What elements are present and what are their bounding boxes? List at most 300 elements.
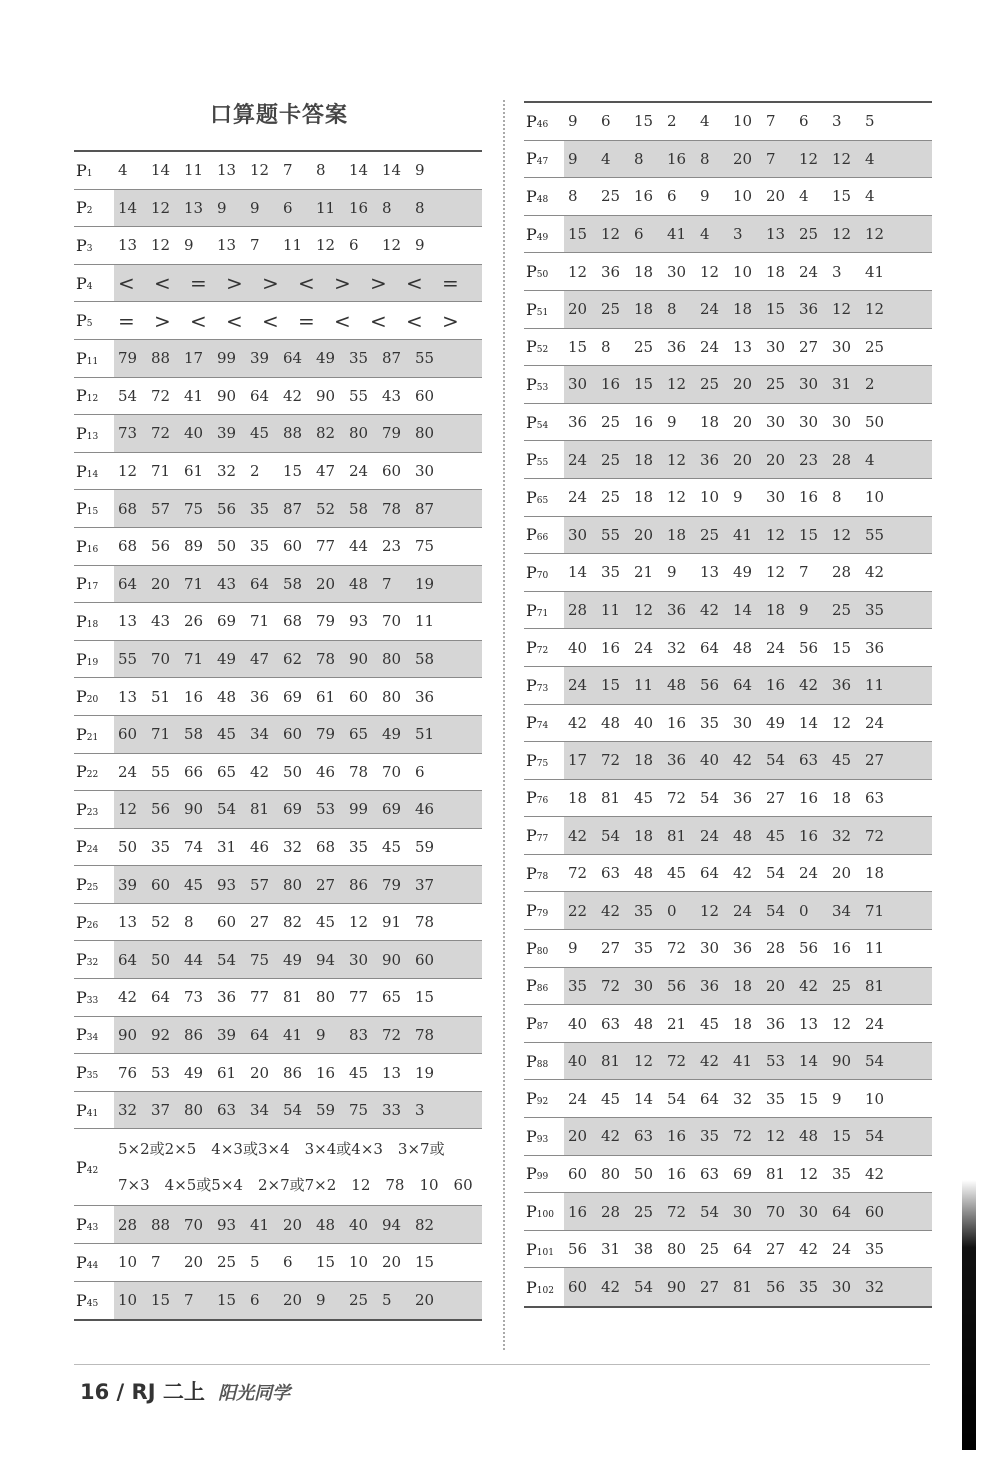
answer-value: 65 bbox=[382, 988, 402, 1007]
answer-value: 55 bbox=[118, 650, 138, 669]
answer-value: 6 bbox=[601, 112, 611, 131]
answer-value: 81 bbox=[766, 1164, 786, 1183]
answer-value: 61 bbox=[184, 462, 204, 481]
answer-row bbox=[524, 291, 932, 329]
answer-value: 20 bbox=[184, 1253, 204, 1272]
answer-value: 14 bbox=[799, 713, 819, 732]
answer-value: 50 bbox=[865, 413, 885, 432]
answer-value: 34 bbox=[832, 901, 852, 920]
answer-value: 10 bbox=[865, 1089, 885, 1108]
answer-value: 12 bbox=[568, 262, 588, 281]
answer-value: 55 bbox=[865, 525, 885, 544]
answer-value: 83 bbox=[349, 1025, 369, 1044]
answer-value: 41 bbox=[733, 525, 753, 544]
page-label-letter: P bbox=[526, 863, 537, 883]
answer-values bbox=[114, 1129, 482, 1205]
answer-value: 40 bbox=[568, 1052, 588, 1071]
page-label-letter: P bbox=[76, 724, 87, 744]
answer-value: 20 bbox=[733, 375, 753, 394]
answer-value: 15 bbox=[634, 375, 654, 394]
answer-value: 32 bbox=[733, 1089, 753, 1108]
answer-value: 36 bbox=[799, 300, 819, 319]
page-footer bbox=[80, 1376, 290, 1406]
answer-value: 60 bbox=[415, 386, 435, 405]
answer-value: 75 bbox=[250, 950, 270, 969]
page-label-letter: P bbox=[526, 976, 537, 996]
answer-value: 49 bbox=[733, 563, 753, 582]
answer-value: 28 bbox=[832, 563, 852, 582]
answer-row bbox=[74, 1092, 482, 1130]
answer-row bbox=[74, 1244, 482, 1282]
answer-values bbox=[114, 1017, 482, 1054]
answer-value: 36 bbox=[700, 976, 720, 995]
answer-value: 51 bbox=[415, 725, 435, 744]
answer-row bbox=[74, 340, 482, 378]
answer-row bbox=[524, 554, 932, 592]
page-label bbox=[524, 901, 564, 920]
answer-value: 68 bbox=[118, 499, 138, 518]
page-label-number: 44 bbox=[86, 1260, 99, 1271]
page-label-letter: P bbox=[76, 799, 87, 819]
answer-value: 48 bbox=[316, 1215, 336, 1234]
page-label bbox=[524, 112, 564, 131]
answer-value: 63 bbox=[700, 1164, 720, 1183]
answer-values bbox=[114, 791, 482, 828]
column-divider bbox=[503, 100, 505, 1350]
answer-value: 17 bbox=[184, 349, 204, 368]
page-label bbox=[524, 1240, 564, 1259]
answer-value: 82 bbox=[316, 424, 336, 443]
answer-value: 20 bbox=[316, 574, 336, 593]
answer-row bbox=[524, 1043, 932, 1081]
answer-value: 35 bbox=[250, 537, 270, 556]
answer-value: 25 bbox=[349, 1291, 369, 1310]
answer-value: 78 bbox=[316, 650, 336, 669]
answer-value: 27 bbox=[766, 1240, 786, 1259]
answer-value: < bbox=[118, 271, 135, 296]
answer-line: 7×3 4×5或5×4 2×7或7×2 12 78 10 60 bbox=[118, 1176, 473, 1195]
page-label-number: 47 bbox=[536, 157, 549, 168]
answer-value: 5 bbox=[382, 1291, 392, 1310]
answer-value: 9 bbox=[316, 1025, 326, 1044]
answer-value: 41 bbox=[865, 262, 885, 281]
answer-value: 42 bbox=[250, 762, 270, 781]
answer-value: 48 bbox=[634, 1014, 654, 1033]
answer-value: 75 bbox=[184, 499, 204, 518]
answer-value: 52 bbox=[151, 913, 171, 932]
answer-value: 90 bbox=[316, 386, 336, 405]
answer-value: 16 bbox=[799, 826, 819, 845]
answer-value: 8 bbox=[415, 198, 425, 217]
answer-value: 52 bbox=[316, 499, 336, 518]
answer-value: 63 bbox=[865, 788, 885, 807]
answer-value: < bbox=[298, 271, 315, 296]
answer-value: 24 bbox=[568, 488, 588, 507]
page-label bbox=[524, 864, 564, 883]
answer-value: 27 bbox=[316, 875, 336, 894]
answer-values bbox=[114, 603, 482, 640]
answer-values bbox=[114, 1054, 482, 1091]
answer-value: 48 bbox=[601, 713, 621, 732]
answer-value: 20 bbox=[634, 525, 654, 544]
answer-value: 10 bbox=[733, 187, 753, 206]
answer-value: 36 bbox=[766, 1014, 786, 1033]
page-label bbox=[74, 499, 114, 518]
answer-value: 42 bbox=[865, 563, 885, 582]
answer-values bbox=[114, 378, 482, 415]
answer-value: 9 bbox=[733, 488, 743, 507]
answer-value: 12 bbox=[634, 1052, 654, 1071]
answer-value: 63 bbox=[799, 751, 819, 770]
answer-row bbox=[74, 904, 482, 942]
answer-value: 82 bbox=[283, 913, 303, 932]
answer-value: 45 bbox=[832, 751, 852, 770]
answer-value: 9 bbox=[799, 601, 809, 620]
answer-value: 45 bbox=[217, 725, 237, 744]
answer-value: 48 bbox=[799, 1127, 819, 1146]
answer-value: 13 bbox=[700, 563, 720, 582]
answer-row bbox=[74, 791, 482, 829]
answer-value: 71 bbox=[151, 462, 171, 481]
answer-value: 40 bbox=[700, 751, 720, 770]
answer-value: 0 bbox=[799, 901, 809, 920]
answer-value: 16 bbox=[184, 687, 204, 706]
answer-value: 80 bbox=[184, 1101, 204, 1120]
answer-value: 12 bbox=[832, 525, 852, 544]
page-label bbox=[74, 687, 114, 706]
answer-value: 13 bbox=[733, 337, 753, 356]
answer-value: 68 bbox=[118, 537, 138, 556]
answer-row bbox=[524, 1080, 932, 1118]
page-label-letter: P bbox=[76, 1157, 87, 1177]
answer-value: 0 bbox=[667, 901, 677, 920]
answer-value: 81 bbox=[601, 788, 621, 807]
answer-value: 4 bbox=[865, 149, 875, 168]
answer-value: 12 bbox=[601, 225, 621, 244]
answer-value: 35 bbox=[634, 939, 654, 958]
answer-table-left bbox=[74, 150, 482, 1321]
answer-value: 27 bbox=[766, 788, 786, 807]
answer-value: 88 bbox=[151, 1215, 171, 1234]
answer-row bbox=[74, 716, 482, 754]
page-label-number: 32 bbox=[86, 958, 99, 969]
page-label bbox=[524, 1278, 564, 1297]
answer-value: 16 bbox=[316, 1063, 336, 1082]
answer-value: 15 bbox=[568, 337, 588, 356]
page-label-letter: P bbox=[526, 675, 537, 695]
answer-value: 56 bbox=[217, 499, 237, 518]
page-label bbox=[524, 1089, 564, 1108]
answer-value: 35 bbox=[250, 499, 270, 518]
page-label bbox=[74, 1158, 114, 1177]
answer-value: 10 bbox=[349, 1253, 369, 1272]
answer-value: 50 bbox=[217, 537, 237, 556]
page-label bbox=[74, 1291, 114, 1310]
page-label-letter: P bbox=[526, 299, 537, 319]
answer-value: 25 bbox=[799, 225, 819, 244]
answer-value: 53 bbox=[151, 1063, 171, 1082]
answer-value: 10 bbox=[733, 112, 753, 131]
answer-value: 44 bbox=[184, 950, 204, 969]
answer-value: 24 bbox=[865, 713, 885, 732]
page-label-letter: P bbox=[76, 687, 87, 707]
answer-value: 73 bbox=[118, 424, 138, 443]
page-label-number: 76 bbox=[536, 796, 549, 807]
answer-values bbox=[564, 103, 932, 140]
answer-value: < bbox=[226, 308, 243, 333]
page-label-letter: P bbox=[526, 149, 537, 169]
page-label-letter: P bbox=[76, 1025, 87, 1045]
page-label-number: 22 bbox=[86, 770, 99, 781]
page-label-number: 14 bbox=[86, 469, 99, 480]
answer-value: 18 bbox=[865, 864, 885, 883]
page-label-number: 45 bbox=[86, 1298, 99, 1309]
answer-values bbox=[564, 1005, 932, 1042]
answer-value: 10 bbox=[118, 1253, 138, 1272]
answer-value: 18 bbox=[667, 525, 687, 544]
page-label-number: 66 bbox=[536, 533, 549, 544]
page-label bbox=[74, 950, 114, 969]
answer-value: 13 bbox=[382, 1063, 402, 1082]
answer-value: 54 bbox=[766, 751, 786, 770]
page-label-number: 34 bbox=[86, 1033, 99, 1044]
answer-values bbox=[564, 1118, 932, 1155]
answer-values bbox=[114, 1244, 482, 1281]
answer-value: 64 bbox=[832, 1202, 852, 1221]
answer-value: 70 bbox=[151, 650, 171, 669]
answer-value: 30 bbox=[667, 262, 687, 281]
page-label bbox=[74, 1215, 114, 1234]
answer-values bbox=[564, 178, 932, 215]
answer-value: 13 bbox=[118, 612, 138, 631]
answer-row bbox=[524, 216, 932, 254]
answer-value: 21 bbox=[634, 563, 654, 582]
answer-row bbox=[74, 453, 482, 491]
answer-value: 65 bbox=[217, 762, 237, 781]
answer-value: 14 bbox=[733, 601, 753, 620]
answer-value: 60 bbox=[568, 1164, 588, 1183]
answer-value: 15 bbox=[766, 300, 786, 319]
answer-value: 72 bbox=[667, 939, 687, 958]
answer-values bbox=[114, 678, 482, 715]
edition-code: RJ bbox=[131, 1380, 156, 1404]
page-label-letter: P bbox=[76, 611, 87, 631]
page-label bbox=[524, 713, 564, 732]
answer-value: 72 bbox=[151, 424, 171, 443]
answer-value: 35 bbox=[349, 349, 369, 368]
answer-value: 6 bbox=[415, 762, 425, 781]
answer-value: 20 bbox=[733, 413, 753, 432]
answer-value: 18 bbox=[733, 1014, 753, 1033]
answer-value: 62 bbox=[283, 650, 303, 669]
page-label-letter: P bbox=[526, 111, 537, 131]
answer-value: 54 bbox=[865, 1127, 885, 1146]
answer-value: 15 bbox=[832, 638, 852, 657]
answer-values bbox=[564, 479, 932, 516]
answer-value: 56 bbox=[766, 1278, 786, 1297]
answer-value: 11 bbox=[601, 601, 621, 620]
page-label-number: 48 bbox=[536, 194, 549, 205]
answer-value: 6 bbox=[634, 225, 644, 244]
page-label-letter: P bbox=[76, 837, 87, 857]
answer-value: 12 bbox=[832, 713, 852, 732]
answer-value: 20 bbox=[250, 1063, 270, 1082]
answer-value: 14 bbox=[151, 161, 171, 180]
answer-value: 18 bbox=[733, 300, 753, 319]
page-label bbox=[524, 788, 564, 807]
answer-values bbox=[114, 1206, 482, 1243]
answer-value: 12 bbox=[316, 236, 336, 255]
answer-value: 81 bbox=[733, 1278, 753, 1297]
answer-value: 23 bbox=[382, 537, 402, 556]
answer-value: 9 bbox=[415, 161, 425, 180]
answer-value: 64 bbox=[700, 1089, 720, 1108]
answer-value: 35 bbox=[601, 563, 621, 582]
answer-values bbox=[564, 930, 932, 967]
answer-value: 30 bbox=[832, 337, 852, 356]
answer-value: 32 bbox=[283, 837, 303, 856]
answer-value: 45 bbox=[184, 875, 204, 894]
answer-value: 68 bbox=[283, 612, 303, 631]
answer-value: 24 bbox=[349, 462, 369, 481]
answer-value: 18 bbox=[634, 488, 654, 507]
answer-value: 82 bbox=[415, 1215, 435, 1234]
page-label-letter: P bbox=[76, 1100, 87, 1120]
page-label-letter: P bbox=[526, 1089, 537, 1109]
answer-value: 18 bbox=[733, 976, 753, 995]
answer-value: 18 bbox=[634, 262, 654, 281]
answer-value: 12 bbox=[832, 1014, 852, 1033]
answer-value: 39 bbox=[118, 875, 138, 894]
answer-value: 72 bbox=[733, 1127, 753, 1146]
page-label bbox=[74, 875, 114, 894]
page-label bbox=[74, 1101, 114, 1120]
page-label-number: 70 bbox=[536, 570, 549, 581]
answer-value: 42 bbox=[799, 1240, 819, 1259]
answer-value: 64 bbox=[700, 638, 720, 657]
answer-value: 24 bbox=[766, 638, 786, 657]
page-label-letter: P bbox=[526, 826, 537, 846]
answer-value: 43 bbox=[382, 386, 402, 405]
answer-value: 30 bbox=[733, 713, 753, 732]
answer-value: 35 bbox=[766, 1089, 786, 1108]
answer-value: 24 bbox=[568, 676, 588, 695]
page-label-number: 52 bbox=[536, 345, 549, 356]
answer-value: 64 bbox=[250, 386, 270, 405]
answer-value: 69 bbox=[217, 612, 237, 631]
answer-value: 27 bbox=[799, 337, 819, 356]
answer-value: 11 bbox=[415, 612, 435, 631]
page-label bbox=[524, 826, 564, 845]
answer-value: 64 bbox=[733, 676, 753, 695]
answer-value: 30 bbox=[799, 413, 819, 432]
answer-value: 56 bbox=[151, 800, 171, 819]
page-label-letter: P bbox=[76, 273, 87, 293]
answer-value: 92 bbox=[151, 1025, 171, 1044]
answer-value: 86 bbox=[283, 1063, 303, 1082]
answer-value: 15 bbox=[283, 462, 303, 481]
answer-value: 24 bbox=[700, 300, 720, 319]
answer-value: 99 bbox=[217, 349, 237, 368]
answer-values bbox=[114, 152, 482, 189]
page-label bbox=[74, 311, 114, 330]
page-label-number: 4 bbox=[86, 281, 93, 292]
answer-value: 81 bbox=[601, 1052, 621, 1071]
answer-value: 10 bbox=[700, 488, 720, 507]
page-label-number: 101 bbox=[536, 1247, 554, 1258]
answer-value: 6 bbox=[349, 236, 359, 255]
answer-value: < bbox=[154, 271, 171, 296]
answer-row bbox=[524, 479, 932, 517]
answer-value: 16 bbox=[799, 488, 819, 507]
answer-values bbox=[114, 941, 482, 978]
answer-value: 6 bbox=[799, 112, 809, 131]
answer-row bbox=[524, 968, 932, 1006]
page-label-letter: P bbox=[76, 649, 87, 669]
answer-value: 24 bbox=[799, 864, 819, 883]
answer-value: 20 bbox=[733, 149, 753, 168]
answer-value: 39 bbox=[250, 349, 270, 368]
answer-value: 79 bbox=[382, 424, 402, 443]
answer-value: 54 bbox=[283, 1101, 303, 1120]
answer-value: 9 bbox=[832, 1089, 842, 1108]
answer-value: 54 bbox=[217, 800, 237, 819]
answer-value: < bbox=[334, 308, 351, 333]
answer-row bbox=[524, 1268, 932, 1306]
answer-value: 3 bbox=[832, 262, 842, 281]
answer-value: 12 bbox=[832, 149, 852, 168]
answer-value: 79 bbox=[316, 725, 336, 744]
page-label-letter: P bbox=[76, 574, 87, 594]
answer-value: 25 bbox=[601, 450, 621, 469]
answer-value: 3 bbox=[733, 225, 743, 244]
answer-value: 37 bbox=[151, 1101, 171, 1120]
answer-value: 80 bbox=[382, 687, 402, 706]
answer-value: 19 bbox=[415, 574, 435, 593]
answer-values bbox=[114, 340, 482, 377]
answer-value: 45 bbox=[349, 1063, 369, 1082]
page-label-letter: P bbox=[76, 912, 87, 932]
answer-value: 6 bbox=[250, 1291, 260, 1310]
answer-values bbox=[114, 979, 482, 1016]
answer-values bbox=[564, 855, 932, 892]
answer-values bbox=[564, 1156, 932, 1193]
answer-row bbox=[524, 1118, 932, 1156]
answer-value: 39 bbox=[217, 1025, 237, 1044]
answer-value: 8 bbox=[601, 337, 611, 356]
answer-value: 25 bbox=[766, 375, 786, 394]
page-label bbox=[74, 1025, 114, 1044]
page-label-letter: P bbox=[526, 1277, 537, 1297]
answer-value: 89 bbox=[184, 537, 204, 556]
answer-value: 25 bbox=[217, 1253, 237, 1272]
page-label-letter: P bbox=[76, 160, 87, 180]
answer-value: 21 bbox=[667, 1014, 687, 1033]
page-label-number: 92 bbox=[536, 1097, 549, 1108]
answer-value: 30 bbox=[634, 976, 654, 995]
answer-value: 12 bbox=[667, 375, 687, 394]
answer-value: 57 bbox=[151, 499, 171, 518]
page-label-number: 20 bbox=[86, 695, 99, 706]
answer-value: 54 bbox=[118, 386, 138, 405]
answer-row bbox=[74, 528, 482, 566]
answer-value: 72 bbox=[382, 1025, 402, 1044]
answer-value: 36 bbox=[700, 450, 720, 469]
answer-value: 55 bbox=[601, 525, 621, 544]
answer-row bbox=[74, 190, 482, 228]
answer-values bbox=[564, 817, 932, 854]
answer-value: 24 bbox=[799, 262, 819, 281]
